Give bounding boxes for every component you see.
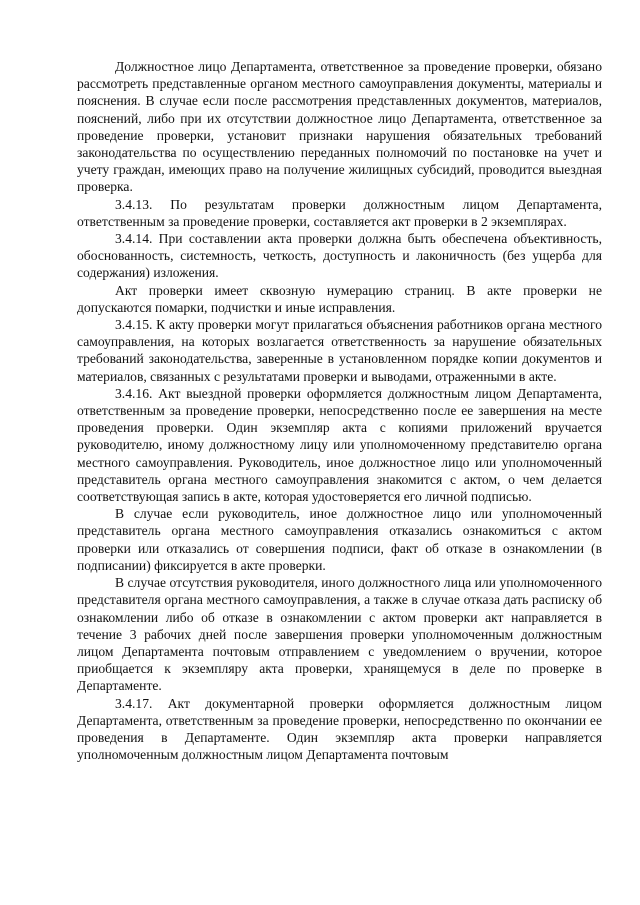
paragraph-act-numbering: Акт проверки имеет сквозную нумерацию страниц. В акте проверки не допускаются помарки, подчистки и иные исправления. [77, 282, 602, 315]
paragraph-inspection-review: Должностное лицо Департамента, ответственное за проведение проверки, обязано рассмотреть представленные органом местного самоуправления документы, материалы и пояснения. В случае если после рассмотрения представленных документов, материалов, пояснений, либо при их отсутствии должностное лицо Департамента, ответственное за проведение проверки, установит признаки нарушения обязательных требований законодательства по осуществлению переданных полномочий по постановке на учет и учету граждан, имеющих право на получение жилищных субсидий, проводится выездная проверка. [77, 59, 602, 195]
paragraph-3-4-17: 3.4.17. Акт документарной проверки оформляется должностным лицом Департамента, ответственным за проведение проверки, непосредственно по окончании ее проведения в Департаменте. Один экземпляр акта проверки направляется уполномоченным должностным лицом Департамента почтовым [77, 695, 602, 763]
paragraph-absence-of-head: В случае отсутствия руководителя, иного должностного лица или уполномоченного представителя органа местного самоуправления, а также в случае отказа дать расписку об ознакомлении либо об отказе в ознакомлении с актом проверки акт направляется в течение 3 рабочих дней после завершения проверки уполномоченным должностным лицом Департамента почтовым отправлением с уведомлением о вручении, которое приобщается к экземпляру акта проверки, хранящемуся в деле по проверке в Департаменте. [77, 575, 602, 694]
paragraph-3-4-14: 3.4.14. При составлении акта проверки должна быть обеспечена объективность, обоснованность, системность, четкость, доступность и лаконичность (без ущерба для содержания) изложения. [77, 231, 602, 281]
paragraph-3-4-13: 3.4.13. По результатам проверки должностным лицом Департамента, ответственным за проведение проверки, составляется акт проверки в 2 экземплярах. [77, 196, 602, 229]
paragraph-3-4-15: 3.4.15. К акту проверки могут прилагаться объяснения работников органа местного самоуправления, на которых возлагается ответственность за нарушение обязательных требований законодательства, заверенные в установленном порядке копии документов и материалов, связанных с результатами проверки и выводами, отраженными в акте. [77, 317, 602, 384]
paragraph-refusal-to-sign: В случае если руководитель, иное должностное лицо или уполномоченный представитель органа местного самоуправления отказались ознакомиться с актом проверки или отказались от совершения подписи, факт об отказе в ознакомлении (в подписании) фиксируется в акте проверки. [77, 506, 602, 573]
paragraph-3-4-16: 3.4.16. Акт выездной проверки оформляется должностным лицом Департамента, ответственным за проведение проверки, непосредственно после ее завершения на месте проведения проверки. Один экземпляр акта с копиями приложений вручается руководителю, иному должностному лицу или уполномоченному представителю органа местного самоуправления. Руководитель, иное должностное лицо или уполномоченный представитель органа местного самоуправления знакомится с актом, о чем делается соответствующая запись в акте, которая удостоверяется его личной подписью. [77, 385, 602, 505]
document-page [77, 58, 602, 763]
